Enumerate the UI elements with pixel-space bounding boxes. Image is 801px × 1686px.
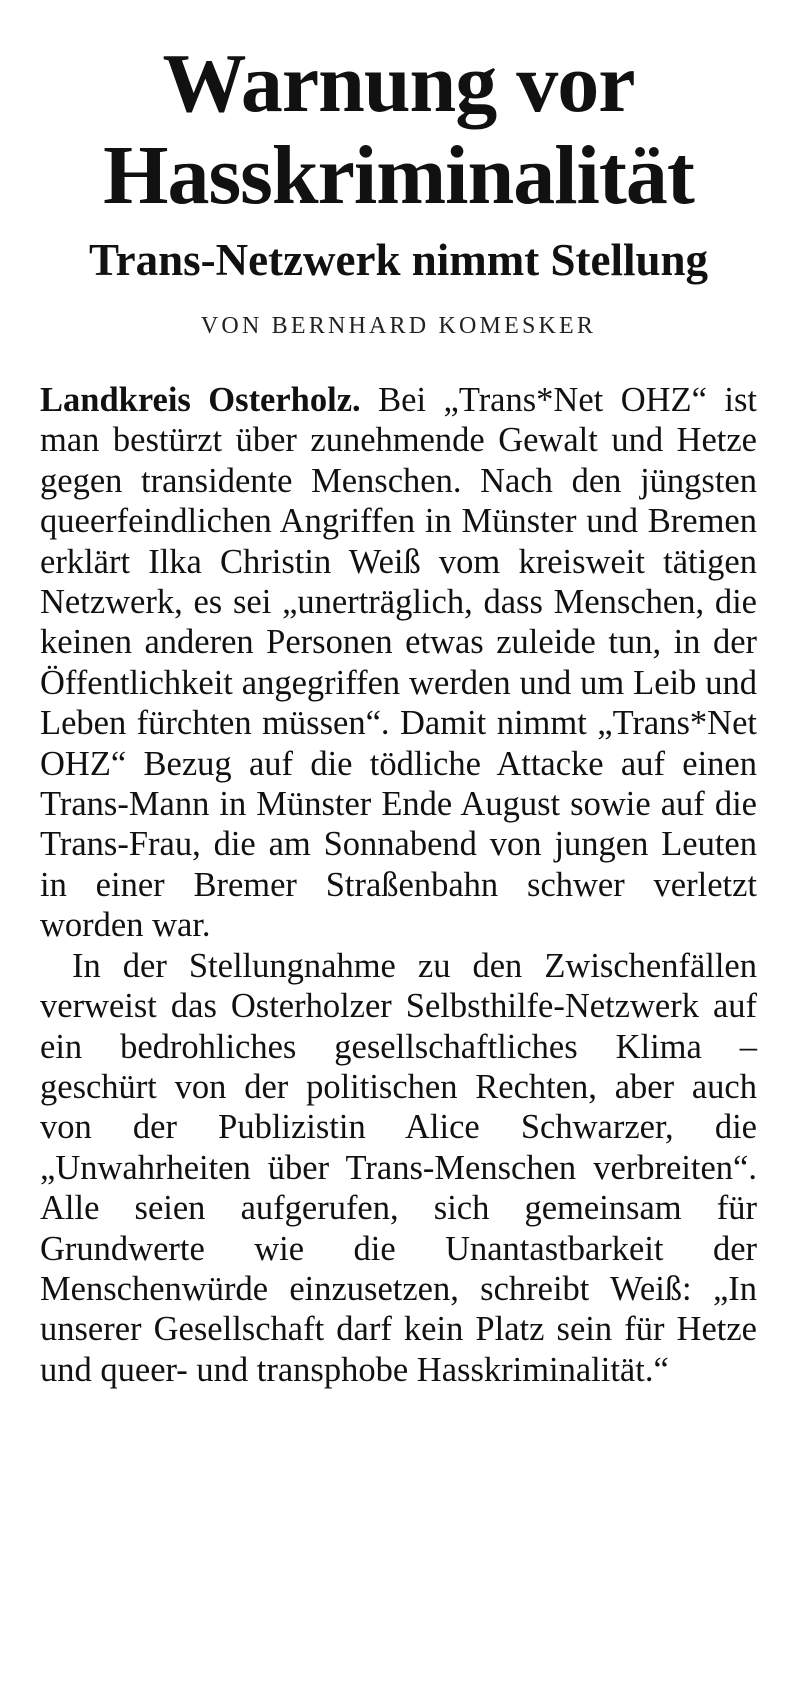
article-paragraph-1 <box>40 380 757 946</box>
article-subheadline: Trans-Netzwerk nimmt Stellung <box>88 235 709 285</box>
article-paragraph-2: In der Stellungnahme zu den Zwischenfällen verweist das Osterholzer Selbsthilfe-Netzwerk auf ein bedrohliches gesellschaftliches Klima – geschürt von der politischen Rechten, aber auch von der Publizistin Alice Schwarzer, die „Unwahrheiten über Trans-Menschen verbreiten“. Alle seien aufgerufen, sich gemeinsam für Grundwerte wie die Unantastbarkeit der Menschenwürde einzusetzen, schreibt Weiß: „In unserer Gesellschaft darf kein Platz sein für Hetze und queer- und transphobe Hasskriminalität.“ <box>40 946 757 1389</box>
article-byline: VON BERNHARD KOMESKER <box>200 313 597 339</box>
paragraph-1-text: Bei „Trans*Net OHZ“ ist man bestürzt über zunehmende Gewalt und Hetze gegen transidente Menschen. Nach den jüngsten queerfeindlichen Angriffen in Münster und Bremen erklärt Ilka Christin Weiß vom kreisweit tätigen Netzwerk, es sei „unerträglich, dass Menschen, die keinen anderen Personen etwas zuleide tun, in der Öffentlichkeit angegriffen werden und um Leib und Leben fürchten müssen“. Damit nimmt „Trans*Net OHZ“ Bezug auf die tödliche Attacke auf einen Trans-Mann in Münster Ende August sowie auf die Trans-Frau, die am Sonnabend von jungen Leuten in einer Bremer Straßenbahn schwer verletzt worden war. <box>40 381 758 945</box>
article-body <box>40 380 757 1390</box>
article-headline: Warnung vor Hasskriminalität <box>103 37 694 222</box>
article-dateline: Landkreis Osterholz. <box>40 381 361 419</box>
newspaper-article <box>40 0 757 1390</box>
